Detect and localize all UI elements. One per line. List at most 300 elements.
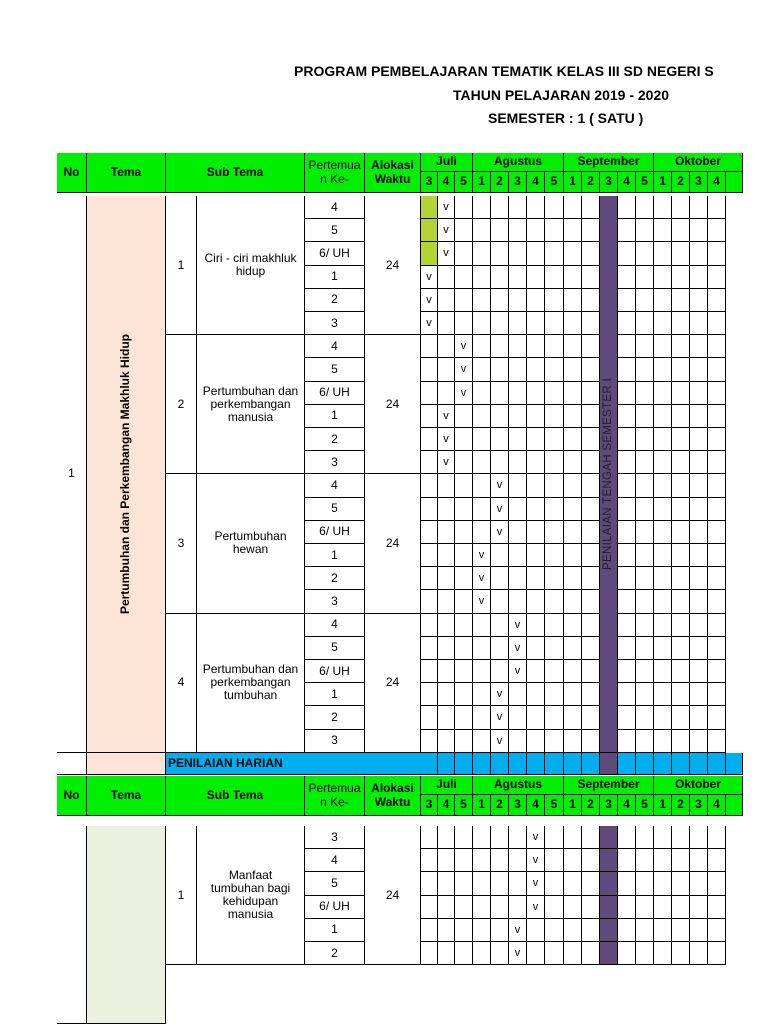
header-week: 4 — [527, 172, 545, 193]
week-cell — [636, 474, 654, 497]
week-cell — [527, 706, 545, 729]
week-cell — [582, 266, 600, 289]
week-cell — [564, 730, 582, 753]
week-cell — [582, 358, 600, 381]
tema2-number — [57, 826, 87, 1024]
header-week: 2 — [672, 172, 690, 193]
check-mark: v — [527, 849, 545, 872]
check-mark: v — [527, 872, 545, 895]
week-cell — [672, 242, 690, 265]
week-cell — [690, 942, 708, 965]
penilaian-week-cell — [491, 753, 509, 775]
header-month: Oktober — [654, 153, 743, 172]
week-cell — [654, 382, 672, 405]
week-cell — [618, 919, 636, 942]
week-cell — [582, 826, 600, 849]
week-cell — [582, 428, 600, 451]
week-cell — [421, 358, 438, 381]
week-cell — [527, 289, 545, 312]
pertemuan-cell: 6/ UH — [305, 660, 365, 683]
week-cell — [654, 358, 672, 381]
header-week: 3 — [509, 795, 527, 816]
pertemuan-cell: 3 — [305, 730, 365, 753]
week-cell — [654, 896, 672, 919]
header-pertemuan: Pertemua n Ke- — [305, 776, 365, 816]
week-cell — [545, 335, 564, 358]
pertemuan-cell: 1 — [305, 266, 365, 289]
week-cell — [473, 405, 491, 428]
header-week: 4 — [618, 795, 636, 816]
week-cell — [545, 312, 564, 335]
week-cell — [509, 706, 527, 729]
pertemuan-cell: 6/ UH — [305, 242, 365, 265]
header-month: Oktober — [654, 776, 743, 795]
week-cell — [636, 942, 654, 965]
subtema-name: Pertumbuhan hewan — [197, 474, 305, 613]
week-cell — [582, 896, 600, 919]
week-cell — [690, 405, 708, 428]
week-cell — [618, 498, 636, 521]
document-title: PROGRAM PEMBELAJARAN TEMATIK KELAS III SD NEGERI S — [294, 63, 714, 79]
header-no: No — [57, 776, 87, 816]
week-cell — [455, 942, 473, 965]
check-mark: v — [527, 896, 545, 919]
week-cell — [527, 567, 545, 590]
week-cell — [527, 683, 545, 706]
week-cell — [527, 521, 545, 544]
week-cell — [527, 942, 545, 965]
week-cell — [509, 405, 527, 428]
week-cell — [455, 498, 473, 521]
week-cell — [564, 849, 582, 872]
blank-cell — [57, 753, 87, 775]
check-mark: v — [491, 683, 509, 706]
week-cell — [690, 872, 708, 895]
week-cell — [708, 451, 726, 474]
week-cell — [545, 896, 564, 919]
header-month: Agustus — [473, 776, 564, 795]
week-cell — [473, 683, 491, 706]
week-cell — [491, 312, 509, 335]
week-cell — [636, 896, 654, 919]
check-mark: v — [455, 335, 473, 358]
week-cell — [690, 474, 708, 497]
week-cell — [672, 358, 690, 381]
header-week: 2 — [582, 172, 600, 193]
week-cell — [708, 242, 726, 265]
week-cell — [636, 451, 654, 474]
week-cell — [545, 637, 564, 660]
week-cell — [636, 335, 654, 358]
week-cell — [636, 196, 654, 219]
header-week: 2 — [582, 795, 600, 816]
week-cell — [582, 312, 600, 335]
week-cell — [636, 544, 654, 567]
week-cell — [455, 405, 473, 428]
week-cell — [509, 590, 527, 613]
week-cell — [491, 590, 509, 613]
header-alokasi: Alokasi Waktu — [365, 153, 421, 193]
week-cell — [491, 872, 509, 895]
week-cell — [545, 660, 564, 683]
week-cell — [582, 706, 600, 729]
week-cell — [438, 335, 455, 358]
subtema-number: 1 — [166, 196, 197, 335]
header-week: 1 — [654, 795, 672, 816]
pertemuan-cell: 2 — [305, 567, 365, 590]
week-cell — [672, 382, 690, 405]
week-cell — [636, 826, 654, 849]
week-cell — [491, 544, 509, 567]
header-week: 1 — [654, 172, 672, 193]
week-cell — [618, 358, 636, 381]
week-cell — [618, 521, 636, 544]
subtema-number: 4 — [166, 614, 197, 753]
week-cell — [455, 872, 473, 895]
pertemuan-cell: 1 — [305, 405, 365, 428]
pertemuan-cell: 4 — [305, 335, 365, 358]
week-cell — [473, 521, 491, 544]
blank-cell — [87, 753, 166, 775]
week-cell — [582, 521, 600, 544]
week-cell — [509, 358, 527, 381]
week-cell — [690, 590, 708, 613]
week-cell — [690, 219, 708, 242]
week-cell — [545, 382, 564, 405]
pertemuan-cell: 4 — [305, 196, 365, 219]
penilaian-week-cell — [421, 753, 438, 775]
week-cell — [527, 498, 545, 521]
pertemuan-cell: 1 — [305, 919, 365, 942]
week-cell — [545, 474, 564, 497]
pertemuan-cell: 5 — [305, 637, 365, 660]
week-cell — [672, 289, 690, 312]
week-cell — [545, 544, 564, 567]
week-cell — [654, 942, 672, 965]
week-cell — [672, 498, 690, 521]
week-cell — [527, 590, 545, 613]
week-cell — [473, 919, 491, 942]
week-cell — [421, 896, 438, 919]
penilaian-week-cell — [654, 753, 672, 775]
pertemuan-cell: 1 — [305, 683, 365, 706]
week-cell — [708, 219, 726, 242]
week-cell — [473, 219, 491, 242]
week-cell — [545, 730, 564, 753]
week-cell — [690, 826, 708, 849]
week-cell — [564, 335, 582, 358]
week-cell — [421, 637, 438, 660]
penilaian-week-cell — [564, 753, 582, 775]
subtema-name: Ciri - ciri makhluk hidup — [197, 196, 305, 335]
week-cell — [654, 474, 672, 497]
week-cell — [636, 637, 654, 660]
week-cell — [438, 567, 455, 590]
week-cell — [690, 242, 708, 265]
week-cell — [618, 544, 636, 567]
week-cell — [618, 312, 636, 335]
week-cell — [527, 266, 545, 289]
pertemuan-cell: 4 — [305, 849, 365, 872]
week-cell — [618, 219, 636, 242]
week-cell — [509, 382, 527, 405]
header-week: 4 — [618, 172, 636, 193]
subtema-name: Pertumbuhan dan perkembangan manusia — [197, 335, 305, 474]
week-cell — [582, 919, 600, 942]
week-cell — [527, 428, 545, 451]
week-cell — [438, 942, 455, 965]
week-cell — [618, 896, 636, 919]
pertemuan-cell: 2 — [305, 289, 365, 312]
week-cell — [708, 896, 726, 919]
week-cell — [491, 637, 509, 660]
week-cell — [618, 567, 636, 590]
week-cell — [455, 637, 473, 660]
week-cell — [672, 683, 690, 706]
week-cell — [421, 590, 438, 613]
week-cell — [564, 196, 582, 219]
week-cell — [654, 730, 672, 753]
pertemuan-cell: 5 — [305, 219, 365, 242]
week-cell — [473, 289, 491, 312]
week-cell — [473, 474, 491, 497]
week-cell — [582, 544, 600, 567]
header-week: 3 — [600, 172, 618, 193]
header-week: 2 — [672, 795, 690, 816]
week-cell — [455, 266, 473, 289]
header-week-pad — [726, 795, 743, 816]
week-cell — [421, 428, 438, 451]
week-cell — [672, 614, 690, 637]
check-mark: v — [438, 428, 455, 451]
week-cell — [438, 312, 455, 335]
header-tema: Tema — [87, 153, 166, 193]
week-cell — [654, 919, 672, 942]
week-cell — [455, 242, 473, 265]
week-cell — [438, 706, 455, 729]
week-cell — [455, 289, 473, 312]
tema-name — [87, 196, 166, 753]
week-cell — [438, 474, 455, 497]
week-cell — [654, 590, 672, 613]
week-cell — [672, 590, 690, 613]
alokasi-value: 24 — [365, 335, 421, 474]
week-cell — [545, 498, 564, 521]
pts-label: PENILAIAN TENGAH SEMESTER I — [602, 377, 615, 570]
penilaian-week-cell — [600, 753, 618, 775]
week-cell — [690, 637, 708, 660]
week-cell — [509, 289, 527, 312]
week-cell — [473, 706, 491, 729]
week-cell — [421, 405, 438, 428]
week-cell — [421, 242, 438, 265]
pertemuan-cell: 3 — [305, 312, 365, 335]
week-cell — [564, 942, 582, 965]
week-cell — [636, 590, 654, 613]
week-cell — [491, 567, 509, 590]
header-month: Juli — [421, 153, 473, 172]
check-mark: v — [509, 919, 527, 942]
subtema-name: Pertumbuhan dan perkembangan tumbuhan — [197, 614, 305, 753]
header-alokasi: Alokasi Waktu — [365, 776, 421, 816]
week-cell — [654, 706, 672, 729]
header-pertemuan: Pertemua n Ke- — [305, 153, 365, 193]
week-cell — [636, 312, 654, 335]
pertemuan-cell: 1 — [305, 544, 365, 567]
check-mark: v — [509, 637, 527, 660]
check-mark: v — [473, 567, 491, 590]
week-cell — [421, 196, 438, 219]
week-cell — [600, 872, 618, 895]
week-cell — [654, 637, 672, 660]
week-cell — [672, 567, 690, 590]
week-cell — [421, 567, 438, 590]
week-cell — [421, 942, 438, 965]
week-cell — [672, 730, 690, 753]
pertemuan-cell: 2 — [305, 706, 365, 729]
week-cell — [690, 196, 708, 219]
week-cell — [708, 590, 726, 613]
week-cell — [421, 521, 438, 544]
penilaian-week-cell — [455, 753, 473, 775]
alokasi-value: 24 — [365, 474, 421, 613]
week-cell — [545, 196, 564, 219]
week-cell — [509, 196, 527, 219]
week-cell — [473, 358, 491, 381]
header-week: 3 — [421, 172, 438, 193]
pts-column — [600, 196, 618, 753]
penilaian-week-cell — [708, 753, 726, 775]
week-cell — [438, 849, 455, 872]
week-cell — [491, 405, 509, 428]
week-cell — [582, 474, 600, 497]
week-cell — [582, 498, 600, 521]
week-cell — [636, 428, 654, 451]
week-cell — [438, 896, 455, 919]
penilaian-week-cell — [545, 753, 564, 775]
week-cell — [455, 451, 473, 474]
check-mark: v — [509, 942, 527, 965]
week-cell — [455, 660, 473, 683]
week-cell — [473, 826, 491, 849]
penilaian-week-cell — [690, 753, 708, 775]
week-cell — [564, 706, 582, 729]
check-mark: v — [438, 405, 455, 428]
week-cell — [618, 590, 636, 613]
check-mark: v — [509, 614, 527, 637]
week-cell — [708, 266, 726, 289]
week-cell — [421, 730, 438, 753]
schedule-table — [57, 153, 743, 1024]
pertemuan-cell: 3 — [305, 826, 365, 849]
header-week: 3 — [509, 172, 527, 193]
week-cell — [564, 637, 582, 660]
week-cell — [690, 567, 708, 590]
penilaian-week-cell — [527, 753, 545, 775]
header-no: No — [57, 153, 87, 193]
check-mark: v — [438, 451, 455, 474]
week-cell — [636, 849, 654, 872]
week-cell — [582, 849, 600, 872]
week-cell — [582, 872, 600, 895]
week-cell — [654, 660, 672, 683]
week-cell — [509, 567, 527, 590]
week-cell — [527, 730, 545, 753]
header-week: 1 — [564, 172, 582, 193]
week-cell — [654, 405, 672, 428]
week-cell — [545, 942, 564, 965]
week-cell — [708, 614, 726, 637]
week-cell — [527, 358, 545, 381]
week-cell — [708, 521, 726, 544]
header-month: Agustus — [473, 153, 564, 172]
week-cell — [473, 896, 491, 919]
week-cell — [527, 614, 545, 637]
week-cell — [438, 382, 455, 405]
pertemuan-cell: 6/ UH — [305, 382, 365, 405]
header-week: 3 — [690, 172, 708, 193]
week-cell — [672, 896, 690, 919]
week-cell — [509, 451, 527, 474]
week-cell — [421, 919, 438, 942]
week-cell — [473, 451, 491, 474]
pertemuan-cell: 4 — [305, 614, 365, 637]
week-cell — [618, 289, 636, 312]
tema2-name — [87, 826, 166, 1024]
week-cell — [708, 196, 726, 219]
week-cell — [491, 266, 509, 289]
week-cell — [455, 196, 473, 219]
header-week: 5 — [636, 795, 654, 816]
penilaian-week-cell — [438, 753, 455, 775]
week-cell — [564, 358, 582, 381]
week-cell — [564, 266, 582, 289]
week-cell — [438, 498, 455, 521]
header-sub-tema: Sub Tema — [166, 153, 305, 193]
week-cell — [618, 660, 636, 683]
week-cell — [509, 474, 527, 497]
week-cell — [421, 544, 438, 567]
header-week: 4 — [438, 795, 455, 816]
penilaian-week-cell — [636, 753, 654, 775]
header-week: 4 — [438, 172, 455, 193]
week-cell — [455, 521, 473, 544]
week-cell — [672, 521, 690, 544]
week-cell — [455, 474, 473, 497]
week-cell — [438, 872, 455, 895]
week-cell — [421, 706, 438, 729]
penilaian-week-cell — [618, 753, 636, 775]
week-cell — [618, 428, 636, 451]
week-cell — [636, 730, 654, 753]
week-cell — [545, 242, 564, 265]
week-cell — [545, 872, 564, 895]
week-cell — [421, 660, 438, 683]
week-cell — [491, 289, 509, 312]
week-cell — [545, 683, 564, 706]
week-cell — [690, 849, 708, 872]
week-cell — [636, 289, 654, 312]
week-cell — [545, 849, 564, 872]
week-cell — [618, 706, 636, 729]
week-cell — [491, 614, 509, 637]
week-cell — [708, 706, 726, 729]
week-cell — [636, 358, 654, 381]
week-cell — [473, 660, 491, 683]
check-mark: v — [421, 289, 438, 312]
week-cell — [654, 428, 672, 451]
week-cell — [509, 335, 527, 358]
